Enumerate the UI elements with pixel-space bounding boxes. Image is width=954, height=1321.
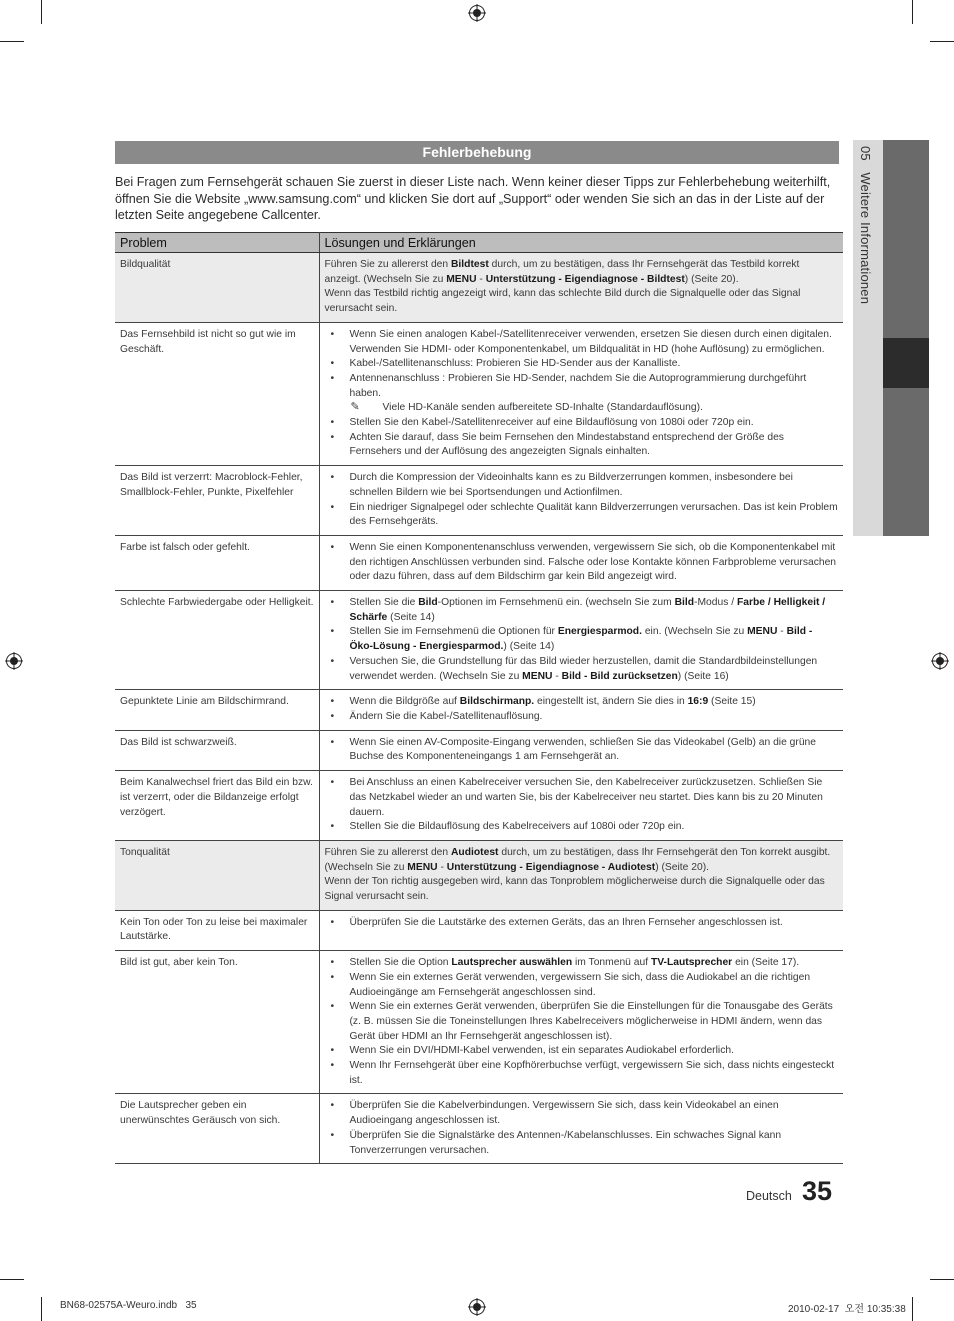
bold-term: MENU	[522, 670, 553, 682]
problem-cell: Das Fernsehbild ist nicht so gut wie im Geschäft.	[115, 322, 319, 465]
text-run: Wenn die Bildgröße auf	[349, 696, 460, 708]
text-run: Stellen Sie den Kabel-/Satellitenreceiver auf eine Bildauflösung von 1080i oder 720p ein.	[349, 417, 754, 429]
registration-mark-icon	[468, 1298, 486, 1316]
chapter-number: 05	[858, 146, 873, 161]
bold-term: Bildtest	[451, 259, 489, 270]
footer-language: Deutsch	[746, 1189, 792, 1203]
bold-term: Bildschirmanp.	[459, 696, 535, 708]
text-run: -	[552, 670, 562, 682]
slug-date: 2010-02-17	[788, 1304, 840, 1315]
solution-paragraph	[325, 846, 839, 861]
bullet-icon: •	[330, 472, 335, 484]
text-run: ein. (Wechseln Sie zu	[641, 626, 748, 638]
text-run: ) (Seite 14)	[503, 641, 555, 653]
text-run: eingestellt ist, ändern Sie dies in	[534, 696, 688, 708]
crop-mark	[0, 1279, 24, 1280]
text-run: -	[437, 861, 447, 873]
bold-term: Energiesparmod.	[557, 626, 642, 638]
text-run: Wenn Sie einen analogen Kabel-/Satellitenreceiver verwenden, ersetzen Sie diesen durch einen digitalen. Verwenden Sie HDMI- oder Komponentenkabel, um Bildqualität in HD (hohe Auflösung) zu ermöglichen.	[349, 328, 832, 355]
solution-list	[325, 736, 839, 765]
bullet-icon: •	[330, 1001, 335, 1013]
bullet-icon: •	[330, 957, 335, 969]
text-run: Führen Sie zu allererst den	[324, 259, 451, 270]
solution-list	[325, 471, 839, 530]
crop-mark	[41, 1297, 42, 1321]
text-run: Stellen Sie die Bildauflösung des Kabelreceivers auf 1080i oder 720p ein.	[349, 821, 685, 833]
bullet-icon: •	[330, 1060, 335, 1072]
problem-cell: Farbe ist falsch oder gefehlt.	[115, 535, 319, 590]
list-item	[325, 1044, 839, 1059]
text-run: Antennenanschluss : Probieren Sie HD-Sender, nachdem Sie die Autoprogrammierung durchgeführt haben.	[349, 372, 807, 399]
list-item	[325, 596, 839, 625]
text-run: Bei Anschluss an einen Kabelreceiver versuchen Sie, den Kabelreceiver zurückzusetzen. Schließen Sie das Netzkabel wieder an und warten Sie, bis der Kabelreceiver neu startet. Dies kann bis zu 20 Minuten dauern.	[349, 777, 823, 818]
solution-paragraph	[325, 287, 839, 316]
chapter-title: Weitere Informationen	[858, 172, 873, 305]
bullet-icon: •	[330, 417, 335, 429]
slug-time-label: 오전	[844, 1304, 865, 1315]
text-run: (Seite 14)	[387, 611, 435, 623]
crop-mark	[930, 41, 954, 42]
slug-file	[60, 1300, 197, 1311]
list-item	[325, 541, 839, 585]
list-item	[325, 1059, 839, 1088]
bold-term: Lautsprecher auswählen	[451, 957, 573, 969]
text-run: Wenn Sie ein externes Gerät verwenden, überprüfen Sie die Einstellungen für die Tonausgabe des Geräts (z. B. müssen Sie die Toneinstellungen Ihres Kabelreceivers möglicherweise in HDMI ändern, wenn das Gerät über HDMI an Ihr Fernsehgerät angeschlossen ist).	[349, 1001, 833, 1042]
list-item	[325, 956, 839, 971]
text-run: -	[476, 273, 486, 285]
registration-mark-icon	[468, 4, 486, 22]
table-row	[115, 253, 843, 323]
bullet-icon: •	[330, 372, 335, 384]
text-run: Überprüfen Sie die Signalstärke des Antennen-/Kabelanschlusses. Ein schwaches Signal kann Tonverzerrungen verursachen.	[349, 1129, 782, 1156]
table-row	[115, 951, 843, 1094]
problem-cell: Bildqualität	[115, 253, 319, 323]
text-run: Wenn Sie ein DVI/HDMI-Kabel verwenden, ist ein separates Audiokabel erforderlich.	[349, 1045, 734, 1057]
chapter-tab-marker	[883, 338, 929, 388]
bullet-icon: •	[330, 710, 335, 722]
solution-list	[325, 776, 839, 835]
list-item	[325, 820, 839, 835]
bullet-icon: •	[330, 821, 335, 833]
table-row	[115, 771, 843, 841]
text-run: Versuchen Sie, die Grundstellung für das Bild wieder herzustellen, damit die Standardbildeinstellungen verwendet werden. (Wechseln Sie zu	[349, 655, 818, 682]
table-row	[115, 730, 843, 770]
pencil-note-icon: ✎	[350, 401, 360, 414]
list-item	[325, 625, 839, 654]
solution-cell	[319, 690, 843, 730]
bullet-icon: •	[330, 626, 335, 638]
solution-list	[325, 1099, 839, 1158]
text-run: (Seite 15)	[708, 696, 756, 708]
solution-cell	[319, 840, 843, 910]
slug-page: 35	[185, 1300, 197, 1311]
table-row	[115, 840, 843, 910]
bullet-icon: •	[330, 501, 335, 513]
column-header-solutions: Lösungen und Erklärungen	[319, 233, 843, 253]
table-row	[115, 466, 843, 536]
slug-time: 10:35:38	[866, 1304, 906, 1315]
problem-cell: Das Bild ist schwarzweiß.	[115, 730, 319, 770]
solution-cell	[319, 771, 843, 841]
text-run: Wenn Sie einen Komponentenanschluss verwenden, vergewissern Sie sich, ob die Komponentenkabel mit den richtigen Anschlüssen verbunden sind. Falsche oder lose Kontakte können Farbprobleme verursachen oder dazu führen, dass auf dem Bildschirm gar kein Bild angezeigt wird.	[349, 541, 837, 583]
solution-cell	[319, 730, 843, 770]
list-item	[325, 776, 839, 820]
crop-mark	[912, 1297, 913, 1321]
note-item	[325, 401, 839, 416]
text-run: Stellen Sie die	[349, 597, 419, 609]
list-item	[325, 1000, 839, 1044]
solution-cell	[319, 535, 843, 590]
solution-paragraph	[325, 861, 839, 876]
intro-paragraph: Bei Fragen zum Fernsehgerät schauen Sie zuerst in dieser Liste nach. Wenn keiner dieser Tipps zur Fehlerbehebung weiterhilft, öffnen Sie die Website „www.samsung.com“ und klicken Sie dort auf „Support“ oder wenden Sie sich an das in der Liste auf der letzten Seite angegebene Callcenter.	[115, 175, 831, 222]
bold-term: 16:9	[687, 696, 709, 708]
bullet-icon: •	[330, 1100, 335, 1112]
text-run: Achten Sie darauf, dass Sie beim Fernsehen den Mindestabstand entsprechend der Größe des Fernsehers und der Auflösung des angezeigten Signals einhalten.	[349, 431, 784, 458]
registration-mark-icon	[5, 652, 23, 670]
bullet-icon: •	[330, 1129, 335, 1141]
list-item	[325, 357, 839, 372]
bullet-icon: •	[330, 328, 335, 340]
list-item	[325, 655, 839, 684]
text-run: Überprüfen Sie die Lautstärke des externen Geräts, das an Ihren Fernseher angeschlossen ist.	[349, 916, 783, 928]
bold-term: Bild - Öko-Lösung - Energiesparmod.	[349, 626, 813, 653]
crop-mark	[41, 0, 42, 24]
list-item	[325, 710, 839, 725]
crop-mark	[912, 0, 913, 24]
section-title: Fehlerbehebung	[115, 141, 839, 164]
bullet-icon: •	[330, 971, 335, 983]
text-run: Wenn Ihr Fernsehgerät über eine Kopfhörerbuchse verfügt, vergewissern Sie sich, dass nichts eingesteckt ist.	[349, 1060, 835, 1086]
bold-term: Unterstützung - Eigendiagnose - Bildtest	[485, 273, 685, 285]
list-item	[325, 916, 839, 931]
text-run: (Wechseln Sie zu	[324, 861, 408, 873]
solution-cell	[319, 591, 843, 690]
bullet-icon: •	[330, 541, 335, 553]
solution-list	[325, 328, 839, 460]
slug-filename: BN68-02575A-Weuro.indb	[60, 1300, 178, 1311]
solution-paragraph	[325, 258, 839, 287]
page-number: 35	[802, 1176, 833, 1206]
text-run: ) (Seite 20).	[684, 273, 739, 285]
troubleshooting-table	[115, 232, 843, 1164]
problem-cell: Kein Ton oder Ton zu leise bei maximaler Lautstärke.	[115, 910, 319, 950]
text-run: Führen Sie zu allererst den	[324, 846, 451, 858]
list-item	[325, 695, 839, 710]
list-item	[325, 471, 839, 500]
text-run: durch, um zu bestätigen, dass Ihr Fernsehgerät den Ton korrekt ausgibt.	[498, 846, 831, 858]
text-run: Stellen Sie die Option	[349, 957, 452, 969]
bold-term: TV-Lautsprecher	[650, 957, 733, 969]
text-run: Wenn Sie ein externes Gerät verwenden, vergewissern Sie sich, dass die Audiokabel an die richtigen Audioeingänge am Fernsehgerät angeschlossen sind.	[349, 971, 811, 998]
bold-term: MENU	[407, 861, 438, 873]
problem-cell: Bild ist gut, aber kein Ton.	[115, 951, 319, 1094]
list-item	[325, 1099, 839, 1128]
table-row	[115, 690, 843, 730]
solution-cell	[319, 322, 843, 465]
problem-cell: Das Bild ist verzerrt: Macroblock-Fehler, Smallblock-Fehler, Punkte, Pixelfehler	[115, 466, 319, 536]
bold-term: MENU	[446, 273, 477, 285]
solution-list	[325, 596, 839, 684]
problem-cell: Beim Kanalwechsel friert das Bild ein bzw. ist verzerrt, oder die Bildanzeige erfolgt verzögert.	[115, 771, 319, 841]
bullet-icon: •	[330, 916, 335, 928]
solution-list	[325, 541, 839, 585]
list-item	[325, 1129, 839, 1158]
bullet-icon: •	[330, 655, 335, 667]
crop-mark	[930, 1279, 954, 1280]
table-row	[115, 535, 843, 590]
bold-term: Audiotest	[451, 846, 499, 858]
chapter-tab-label	[858, 146, 873, 304]
text-run: ) (Seite 16)	[677, 670, 729, 682]
bullet-icon: •	[330, 696, 335, 708]
problem-cell: Gepunktete Linie am Bildschirmrand.	[115, 690, 319, 730]
list-item	[325, 971, 839, 1000]
bullet-icon: •	[330, 431, 335, 443]
crop-mark	[0, 41, 24, 42]
solution-cell	[319, 910, 843, 950]
text-run: Ändern Sie die Kabel-/Satellitenauflösung.	[349, 710, 543, 722]
column-header-problem: Problem	[115, 233, 319, 253]
table-row	[115, 591, 843, 690]
table-row	[115, 1094, 843, 1164]
problem-cell: Schlechte Farbwiedergabe oder Helligkeit.	[115, 591, 319, 690]
table-row	[115, 322, 843, 465]
text-run: Ein niedriger Signalpegel oder schlechte Qualität kann Bildverzerrungen verursachen. Das ist kein Problem des Fernsehgeräts.	[349, 501, 838, 528]
text-run: durch, um zu bestätigen, dass Ihr Fernsehgerät das Testbild korrekt anzeigt. (Wechseln Sie zu	[324, 259, 800, 285]
bold-term: Farbe / Helligkeit / Schärfe	[349, 597, 826, 623]
table-row	[115, 910, 843, 950]
problem-cell: Tonqualität	[115, 840, 319, 910]
bold-term: Unterstützung - Eigendiagnose - Audiotest	[446, 861, 656, 873]
text-run: -	[777, 626, 787, 638]
text-run: Wenn Sie einen AV-Composite-Eingang verwenden, schließen Sie das Videokabel (Gelb) an die grüne Buchse des Komponenteneingangs 1 am Fernsehgerät an.	[349, 736, 817, 763]
bullet-icon: •	[330, 736, 335, 748]
solution-cell	[319, 466, 843, 536]
text-run: Wenn der Ton richtig ausgegeben wird, kann das Tonproblem möglicherweise durch die Signalquelle oder das Signal verursacht sein.	[324, 876, 825, 903]
text-run: ein (Seite 17).	[732, 957, 800, 969]
text-run: im Tonmenü auf	[572, 957, 651, 969]
solution-list	[325, 695, 839, 724]
note-text: Viele HD-Kanäle senden aufbereitete SD-Inhalte (Standardauflösung).	[382, 402, 703, 414]
bullet-icon: •	[330, 1045, 335, 1057]
text-run: -Modus /	[694, 597, 737, 609]
list-item	[325, 328, 839, 357]
text-run: Stellen Sie im Fernsehmenü die Optionen für	[349, 626, 558, 638]
table-header-row	[115, 233, 843, 253]
registration-mark-icon	[931, 652, 949, 670]
list-item	[325, 372, 839, 401]
solution-cell	[319, 951, 843, 1094]
list-item	[325, 431, 839, 460]
list-item	[325, 501, 839, 530]
solution-list	[325, 916, 839, 931]
bold-term: MENU	[747, 626, 778, 638]
bold-term: Bild	[674, 597, 695, 609]
list-item	[325, 416, 839, 431]
bold-term: Bild - Bild zurücksetzen	[561, 670, 678, 682]
bullet-icon: •	[330, 777, 335, 789]
solution-cell	[319, 253, 843, 323]
text-run: Durch die Kompression der Videoinhalts kann es zu Bildverzerrungen kommen, insbesondere bei schnellen Bildern wie bei Sportsendungen und Actionfilmen.	[349, 472, 793, 498]
slug-timestamp	[788, 1300, 906, 1315]
text-run: -Optionen im Fernsehmenü ein. (wechseln Sie zum	[437, 597, 675, 609]
bullet-icon: •	[330, 358, 335, 370]
text-run: Wenn das Testbild richtig angezeigt wird, kann das schlechte Bild durch die Signalquelle oder das Signal verursacht sein.	[324, 288, 801, 315]
solution-list	[325, 956, 839, 1088]
bullet-icon: •	[330, 597, 335, 609]
text-run: Überprüfen Sie die Kabelverbindungen. Vergewissern Sie sich, dass kein Videokabel an einen Audioeingang angeschlossen ist.	[349, 1100, 779, 1127]
text-run: Kabel-/Satellitenanschluss: Probieren Sie HD-Sender aus der Kanalliste.	[349, 358, 681, 370]
solution-cell	[319, 1094, 843, 1164]
list-item	[325, 736, 839, 765]
solution-paragraph	[325, 875, 839, 904]
bold-term: Bild	[418, 597, 438, 609]
text-run: ) (Seite 20).	[655, 861, 709, 873]
problem-cell: Die Lautsprecher geben ein unerwünschtes Geräusch von sich.	[115, 1094, 319, 1164]
